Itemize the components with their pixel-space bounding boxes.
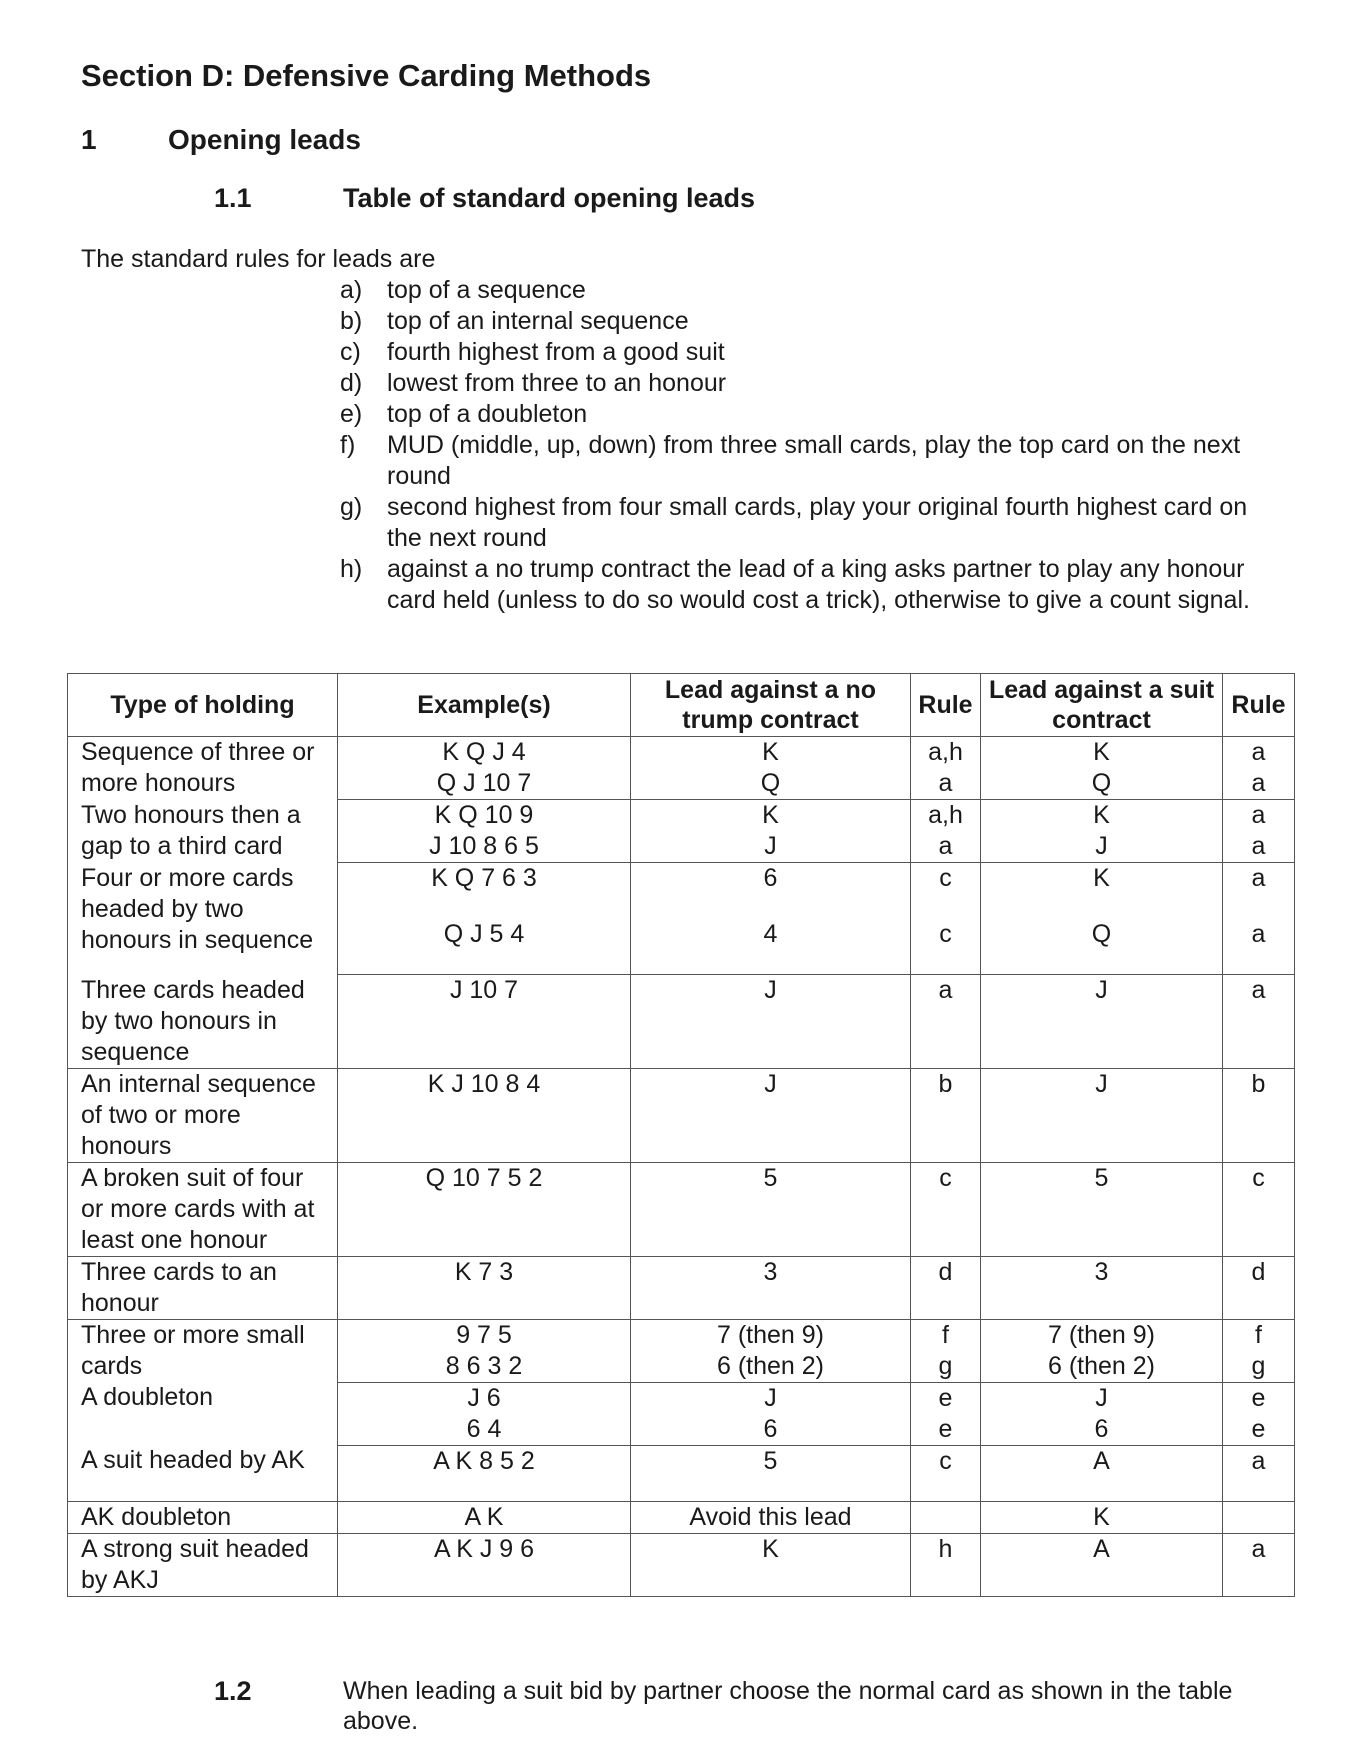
- cell-rule-no-trump: c: [911, 919, 981, 975]
- cell-examples: A K: [338, 1501, 631, 1533]
- rule-text: fourth highest from a good suit: [387, 338, 725, 366]
- cell-lead-suit: A: [981, 1445, 1223, 1501]
- cell-lead-suit: 7 (then 9): [981, 1319, 1223, 1351]
- table-header-row: [68, 674, 1295, 737]
- cell-rule-suit: a: [1223, 975, 1295, 1069]
- cell-rule-no-trump: g: [911, 1351, 981, 1383]
- cell-lead-no-trump: J: [631, 831, 911, 863]
- rule-letter: e): [340, 400, 363, 428]
- rule-letter: f): [340, 431, 356, 459]
- opening-leads-table: [67, 673, 1295, 1597]
- rule-letter: h): [340, 555, 363, 583]
- cell-type-of-holding: A broken suit of four or more cards with at least one honour: [68, 1162, 338, 1256]
- cell-lead-suit: 3: [981, 1256, 1223, 1319]
- cell-lead-no-trump: 5: [631, 1162, 911, 1256]
- cell-lead-no-trump: K: [631, 1533, 911, 1596]
- cell-examples: J 10 8 6 5: [338, 831, 631, 863]
- cell-lead-suit: A: [981, 1533, 1223, 1596]
- rule-item: [340, 275, 1280, 306]
- cell-examples: K J 10 8 4: [338, 1068, 631, 1162]
- rule-letter: b): [340, 307, 363, 335]
- rule-item: [340, 554, 1280, 616]
- cell-lead-no-trump: 6: [631, 863, 911, 919]
- cell-type-of-holding: A doubleton: [68, 1382, 338, 1445]
- cell-rule-no-trump: h: [911, 1533, 981, 1596]
- cell-lead-suit: 5: [981, 1162, 1223, 1256]
- section-title: Section D: Defensive Carding Methods: [81, 58, 652, 93]
- cell-rule-no-trump: a,h: [911, 800, 981, 832]
- cell-rule-suit: d: [1223, 1256, 1295, 1319]
- cell-lead-no-trump: 7 (then 9): [631, 1319, 911, 1351]
- cell-lead-suit: J: [981, 1382, 1223, 1414]
- heading-1-1-number: 1.1: [214, 183, 252, 213]
- cell-rule-no-trump: c: [911, 1162, 981, 1256]
- table-row: [68, 1319, 1295, 1351]
- rule-text: lowest from three to an honour: [387, 369, 727, 397]
- cell-rule-suit: a: [1223, 1445, 1295, 1501]
- rule-item: [340, 399, 1280, 430]
- cell-rule-suit: c: [1223, 1162, 1295, 1256]
- cell-rule-suit: f: [1223, 1319, 1295, 1351]
- cell-lead-suit: 6: [981, 1414, 1223, 1446]
- rule-text: second highest from four small cards, play your original fourth highest card on the next round: [387, 493, 1248, 552]
- rule-text: against a no trump contract the lead of a king asks partner to play any honour card held (unless to do so would cost a trick), otherwise to give a count signal.: [387, 555, 1250, 614]
- cell-lead-no-trump: J: [631, 1068, 911, 1162]
- header-examples: Example(s): [338, 674, 631, 737]
- table-row: [68, 863, 1295, 919]
- cell-lead-suit: J: [981, 1068, 1223, 1162]
- rule-letter: a): [340, 276, 363, 304]
- cell-lead-suit: J: [981, 975, 1223, 1069]
- cell-rule-no-trump: e: [911, 1382, 981, 1414]
- cell-lead-suit: K: [981, 863, 1223, 919]
- table-row: [68, 1068, 1295, 1162]
- cell-type-of-holding: AK doubleton: [68, 1501, 338, 1533]
- cell-lead-suit: K: [981, 737, 1223, 769]
- cell-type-of-holding: Two honours then a gap to a third card: [68, 800, 338, 863]
- cell-rule-suit: a: [1223, 863, 1295, 919]
- cell-type-of-holding: Three cards to an honour: [68, 1256, 338, 1319]
- rule-text: top of a sequence: [387, 276, 586, 304]
- cell-rule-suit: b: [1223, 1068, 1295, 1162]
- rule-item: [340, 337, 1280, 368]
- header-rule-no-trump: Rule: [911, 674, 981, 737]
- cell-lead-no-trump: 6 (then 2): [631, 1351, 911, 1383]
- cell-rule-no-trump: c: [911, 863, 981, 919]
- cell-lead-no-trump: K: [631, 800, 911, 832]
- cell-examples: K Q J 4: [338, 737, 631, 769]
- cell-lead-no-trump: 4: [631, 919, 911, 975]
- cell-examples: 6 4: [338, 1414, 631, 1446]
- table-row: [68, 1256, 1295, 1319]
- table-row: [68, 1162, 1295, 1256]
- cell-lead-suit: Q: [981, 768, 1223, 800]
- header-type-of-holding: Type of holding: [68, 674, 338, 737]
- cell-rule-no-trump: c: [911, 1445, 981, 1501]
- cell-lead-suit: J: [981, 831, 1223, 863]
- cell-examples: Q 10 7 5 2: [338, 1162, 631, 1256]
- cell-lead-no-trump: Avoid this lead: [631, 1501, 911, 1533]
- rule-text: top of a doubleton: [387, 400, 588, 428]
- cell-examples: 8 6 3 2: [338, 1351, 631, 1383]
- header-rule-suit: Rule: [1223, 674, 1295, 737]
- cell-examples: A K J 9 6: [338, 1533, 631, 1596]
- cell-rule-suit: a: [1223, 919, 1295, 975]
- cell-type-of-holding: A strong suit headed by AKJ: [68, 1533, 338, 1596]
- cell-rule-suit: a: [1223, 737, 1295, 769]
- section-1-2-number: 1.2: [214, 1676, 252, 1706]
- cell-type-of-holding: Three cards headed by two honours in sequence: [68, 975, 338, 1069]
- table-row: [68, 975, 1295, 1069]
- cell-lead-no-trump: K: [631, 737, 911, 769]
- cell-lead-no-trump: Q: [631, 768, 911, 800]
- rule-letter: c): [340, 338, 361, 366]
- cell-rule-suit: e: [1223, 1414, 1295, 1446]
- cell-type-of-holding: Four or more cards headed by two honours in sequence: [68, 863, 338, 975]
- cell-lead-no-trump: J: [631, 1382, 911, 1414]
- rule-item: [340, 306, 1280, 337]
- rule-text: top of an internal sequence: [387, 307, 689, 335]
- cell-examples: 9 7 5: [338, 1319, 631, 1351]
- header-lead-no-trump: Lead against a no trump contract: [631, 674, 911, 737]
- cell-lead-suit: Q: [981, 919, 1223, 975]
- cell-rule-no-trump: a: [911, 831, 981, 863]
- rule-item: [340, 368, 1280, 399]
- rule-item: [340, 430, 1280, 492]
- table-row: [68, 1533, 1295, 1596]
- cell-lead-suit: 6 (then 2): [981, 1351, 1223, 1383]
- cell-rule-no-trump: a: [911, 975, 981, 1069]
- cell-rule-suit: a: [1223, 800, 1295, 832]
- cell-lead-suit: K: [981, 1501, 1223, 1533]
- cell-examples: K 7 3: [338, 1256, 631, 1319]
- cell-rule-no-trump: e: [911, 1414, 981, 1446]
- cell-lead-no-trump: 5: [631, 1445, 911, 1501]
- table-row: [68, 1501, 1295, 1533]
- cell-rule-suit: a: [1223, 1533, 1295, 1596]
- cell-examples: A K 8 5 2: [338, 1445, 631, 1501]
- cell-rule-no-trump: f: [911, 1319, 981, 1351]
- cell-type-of-holding: A suit headed by AK: [68, 1445, 338, 1501]
- table-row: [68, 1382, 1295, 1414]
- heading-1-1-title: Table of standard opening leads: [343, 183, 756, 213]
- cell-rule-suit: a: [1223, 768, 1295, 800]
- rule-text: MUD (middle, up, down) from three small cards, play the top card on the next round: [387, 431, 1241, 490]
- cell-lead-no-trump: 6: [631, 1414, 911, 1446]
- cell-rule-suit: [1223, 1501, 1295, 1533]
- section-1-2-text: When leading a suit bid by partner choose the normal card as shown in the table above.: [343, 1677, 1233, 1735]
- cell-rule-no-trump: a,h: [911, 737, 981, 769]
- cell-rule-suit: a: [1223, 831, 1295, 863]
- header-lead-suit: Lead against a suit contract: [981, 674, 1223, 737]
- cell-rule-suit: e: [1223, 1382, 1295, 1414]
- table-row: [68, 800, 1295, 832]
- cell-type-of-holding: An internal sequence of two or more honours: [68, 1068, 338, 1162]
- cell-lead-no-trump: 3: [631, 1256, 911, 1319]
- cell-examples: J 10 7: [338, 975, 631, 1069]
- rules-intro: The standard rules for leads are: [81, 245, 436, 273]
- heading-1-title: Opening leads: [168, 124, 361, 155]
- cell-examples: K Q 10 9: [338, 800, 631, 832]
- cell-examples: K Q 7 6 3: [338, 863, 631, 919]
- cell-examples: Q J 5 4: [338, 919, 631, 975]
- rule-letter: d): [340, 369, 363, 397]
- table-row: [68, 1445, 1295, 1501]
- rule-letter: g): [340, 493, 363, 521]
- cell-examples: J 6: [338, 1382, 631, 1414]
- cell-rule-no-trump: d: [911, 1256, 981, 1319]
- rule-item: [340, 492, 1280, 554]
- cell-type-of-holding: Sequence of three or more honours: [68, 737, 338, 800]
- heading-1-number: 1: [81, 124, 97, 155]
- cell-rule-no-trump: a: [911, 768, 981, 800]
- cell-rule-no-trump: [911, 1501, 981, 1533]
- cell-rule-no-trump: b: [911, 1068, 981, 1162]
- cell-lead-suit: K: [981, 800, 1223, 832]
- table-row: [68, 737, 1295, 769]
- cell-examples: Q J 10 7: [338, 768, 631, 800]
- rules-list: [340, 275, 1280, 616]
- cell-type-of-holding: Three or more small cards: [68, 1319, 338, 1382]
- cell-lead-no-trump: J: [631, 975, 911, 1069]
- cell-rule-suit: g: [1223, 1351, 1295, 1383]
